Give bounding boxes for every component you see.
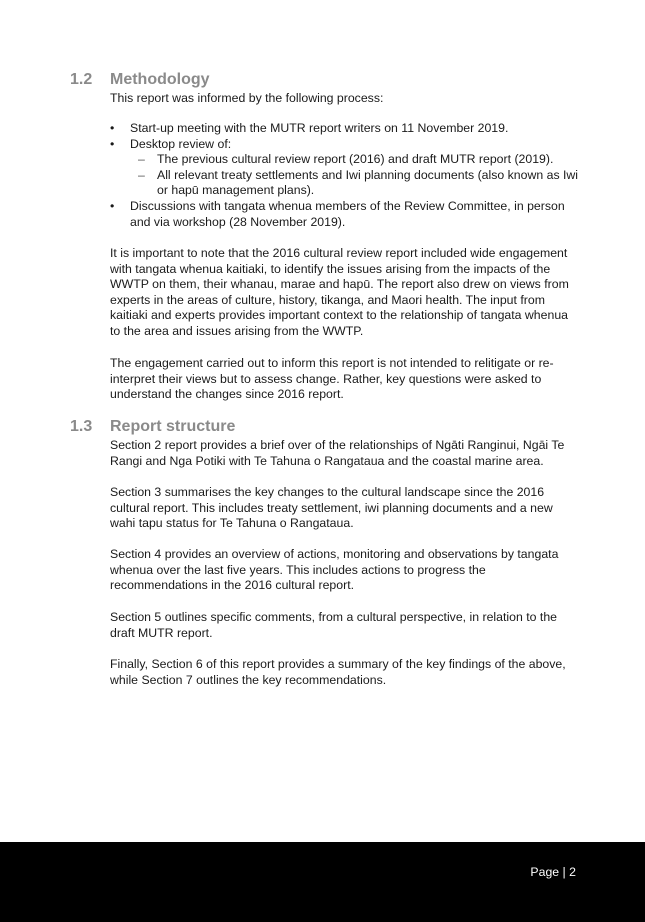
section-number: 1.3 bbox=[70, 418, 93, 435]
paragraph: Section 3 summarises the key changes to the cultural landscape since the 2016 cultural report. This includes treaty settlement, iwi planning documents and a new wahi tapu status for Te Tahuna o Rangataua. bbox=[110, 485, 553, 531]
paragraph: Section 2 report provides a brief over of the relationships of Ngāti Ranginui, Ngāi Te Rangi and Nga Potiki with Te Tahuna o Rangataua and the coastal marine area. bbox=[110, 438, 565, 468]
list-item-text: Discussions with tangata whenua members of the Review Committee, in person and via workshop (28 November 2019). bbox=[130, 198, 565, 229]
paragraph: Finally, Section 6 of this report provides a summary of the key findings of the above, while Section 7 outlines the key recommendations. bbox=[110, 657, 566, 687]
section-title: Report structure bbox=[110, 418, 236, 435]
dash-marker: – bbox=[138, 167, 145, 182]
page-footer bbox=[0, 842, 645, 922]
sub-list-item-text: The previous cultural review report (2016) and draft MUTR report (2019). bbox=[157, 152, 554, 167]
methodology-process-list bbox=[110, 121, 580, 230]
page-number: Page | 2 bbox=[530, 865, 576, 879]
methodology-paragraph-2 bbox=[110, 356, 580, 403]
sub-list-item-text: All relevant treaty settlements and Iwi planning documents (also known as Iwi or hapū management plans). bbox=[157, 167, 579, 198]
paragraph: The engagement carried out to inform this report is not intended to relitigate or re-interpret their views but to assess change. Rather, key questions were asked to understand the changes since 2016 report. bbox=[110, 356, 554, 402]
report-structure-paragraph-4 bbox=[110, 610, 580, 641]
bullet-marker: • bbox=[110, 198, 115, 213]
methodology-paragraph-1 bbox=[110, 246, 580, 340]
desktop-review-sublist bbox=[130, 152, 580, 199]
paragraph: Section 5 outlines specific comments, from a cultural perspective, in relation to the draft MUTR report. bbox=[110, 610, 557, 640]
section-heading-report-structure bbox=[70, 417, 235, 437]
sub-list-item bbox=[130, 168, 580, 199]
list-item-text: Desktop review of: bbox=[130, 136, 232, 151]
paragraph: Section 4 provides an overview of actions, monitoring and observations by tangata whenua over the last five years. This includes actions to progress the recommendations in the 2016 cultural report. bbox=[110, 547, 559, 593]
report-structure-paragraph-3 bbox=[110, 547, 580, 594]
paragraph: It is important to note that the 2016 cultural review report included wide engagement with tangata whenua kaitiaki, to identify the issues arising from the impacts of the WWTP on them, their whanau, marae and hapū. The report also drew on views from experts in the areas of culture, history, tikanga, and Maori health. The input from kaitiaki and experts provides important context to the relationship of tangata whenua to the area and issues arising from the WWTP. bbox=[110, 246, 569, 338]
list-item bbox=[110, 121, 580, 137]
bullet-marker: • bbox=[110, 136, 115, 151]
report-structure-paragraph-5 bbox=[110, 657, 580, 688]
section-heading-methodology bbox=[70, 70, 210, 90]
methodology-intro bbox=[110, 91, 580, 107]
bullet-marker: • bbox=[110, 121, 115, 135]
list-item bbox=[110, 137, 580, 199]
dash-marker: – bbox=[138, 152, 145, 167]
section-number: 1.2 bbox=[70, 71, 93, 88]
section-title: Methodology bbox=[110, 71, 210, 88]
sub-list-item bbox=[130, 152, 580, 168]
paragraph: This report was informed by the following process: bbox=[110, 91, 384, 105]
report-structure-paragraph-1 bbox=[110, 438, 580, 469]
report-structure-paragraph-2 bbox=[110, 485, 580, 532]
list-item-text: Start-up meeting with the MUTR report writers on 11 November 2019. bbox=[130, 121, 509, 135]
list-item bbox=[110, 199, 580, 230]
